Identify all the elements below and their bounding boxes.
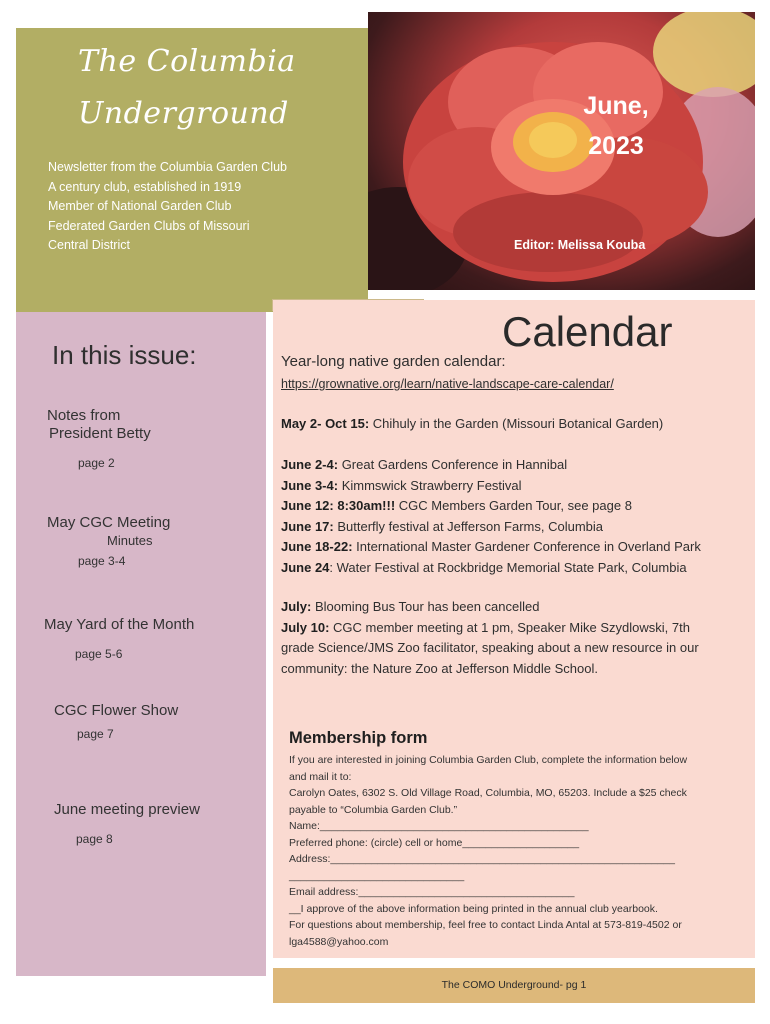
toc-item-title: Minutes [107, 533, 153, 548]
event-text: CGC member meeting at 1 pm, Speaker Mike Szydlowski, 7th [329, 619, 690, 635]
newsletter-title [78, 36, 348, 140]
calendar-event [281, 455, 701, 476]
toc-item-title: June meeting preview [54, 801, 200, 818]
calendar-event [281, 618, 699, 639]
subtitle-line: Newsletter from the Columbia Garden Club [48, 160, 287, 174]
event-text: Great Gardens Conference in Hannibal [338, 457, 568, 472]
event-text: : Water Festival at Rockbridge Memorial State Park, Columbia [329, 559, 687, 575]
event-date: May 2- Oct 15: [281, 416, 370, 431]
yearbook-consent-line: __I approve of the above information being printed in the annual club yearbook. [289, 902, 658, 915]
event-text: Blooming Bus Tour has been cancelled [311, 599, 540, 614]
toc-item-title: President Betty [49, 425, 151, 442]
email-field-line: Email address:_____________________________________ [289, 886, 575, 898]
toc-item-president-notes[interactable] [47, 407, 151, 443]
footer-page-label: The COMO Underground- pg 1 [441, 979, 587, 991]
event-text: International Master Gardener Conference in Overland Park [352, 539, 701, 554]
toc-item-title: May Yard of the Month [44, 616, 195, 633]
calendar-event [281, 414, 663, 435]
calendar-event [281, 597, 699, 618]
editor-credit: Editor: Melissa Kouba [514, 238, 646, 252]
title-line-2: Underground [78, 96, 289, 131]
event-text: Kimmswick Strawberry Festival [338, 477, 522, 493]
june-events [281, 455, 701, 578]
calendar-event [281, 517, 701, 538]
event-date: June 12: 8:30am!!! [281, 498, 396, 513]
membership-line: and mail it to: [289, 770, 352, 783]
subtitle-line: Federated Garden Clubs of Missouri [48, 218, 250, 233]
toc-page-number: page 3-4 [78, 554, 126, 568]
event-date: June 24 [281, 559, 330, 575]
membership-line: If you are interested in joining Columbia Garden Club, complete the information below [289, 754, 688, 766]
subtitle-line: A century club, established in 1919 [48, 179, 242, 194]
subtitle-line: Central District [48, 238, 130, 252]
toc-item-title: Notes from [47, 407, 121, 424]
toc-page-number: page 5-6 [75, 647, 123, 661]
membership-form-title: Membership form [289, 729, 428, 747]
subtitle-line: Member of National Garden Club [48, 199, 232, 213]
toc-item-title: CGC Flower Show [54, 702, 179, 719]
toc-page-number: page 2 [78, 456, 115, 470]
address-field-line: Address:___________________________________________________________ [289, 853, 675, 865]
newsletter-subtitle [48, 158, 348, 256]
calendar-event [281, 537, 701, 558]
event-date: June 18-22: [281, 539, 353, 554]
toc-item-yard-of-month[interactable] [44, 616, 194, 634]
yearlong-calendar-label: Year-long native garden calendar: [281, 353, 506, 370]
phone-field-line: Preferred phone: (circle) cell or home____________________ [289, 836, 580, 849]
toc-page-number: page 7 [77, 727, 114, 741]
membership-contact-line: For questions about membership, feel free to contact Linda Antal at 573-819-4502 or [289, 919, 682, 931]
event-date: June 2-4: [281, 457, 339, 472]
calendar-event [281, 476, 701, 497]
calendar-title: Calendar [502, 308, 673, 355]
july-events [281, 597, 699, 679]
event-text: CGC Members Garden Tour, see page 8 [395, 498, 632, 513]
name-field-line: Name:______________________________________________ [289, 820, 589, 832]
event-continuation: community: the Nature Zoo at Jefferson Middle School. [281, 660, 598, 676]
calendar-event [281, 496, 701, 517]
event-date: July 10: [281, 619, 330, 635]
toc-heading: In this issue: [52, 340, 197, 370]
event-text: Butterfly festival at Jefferson Farms, Columbia [333, 518, 603, 534]
toc-item-meeting-minutes[interactable] [47, 514, 170, 550]
membership-line: Carolyn Oates, 6302 S. Old Village Road, Columbia, MO, 65203. Include a $25 check [289, 787, 687, 799]
membership-contact-email: lga4588@yahoo.com [289, 935, 389, 948]
issue-month: June, [583, 92, 649, 120]
address-field-line: ______________________________ [289, 869, 465, 882]
native-calendar-link[interactable]: https://grownative.org/learn/native-landscape-care-calendar/ [281, 377, 614, 391]
event-date: July: [281, 599, 312, 614]
membership-line: payable to “Columbia Garden Club.” [289, 803, 458, 816]
event-continuation: grade Science/JMS Zoo facilitator, speaking about a new resource in our [281, 640, 699, 655]
membership-form-body [289, 752, 739, 950]
toc-item-meeting-preview[interactable] [54, 801, 200, 819]
issue-year: 2023 [588, 132, 644, 160]
calendar-event [281, 558, 701, 579]
toc-page-number: page 8 [76, 832, 113, 846]
event-date: June 17: [281, 518, 334, 534]
toc-item-title: May CGC Meeting [47, 514, 171, 531]
issue-date [546, 86, 686, 166]
event-date: June 3-4: [281, 477, 339, 493]
toc-item-flower-show[interactable] [54, 702, 178, 720]
title-line-1: The Columbia [78, 44, 296, 79]
event-text: Chihuly in the Garden (Missouri Botanical Garden) [369, 416, 664, 431]
